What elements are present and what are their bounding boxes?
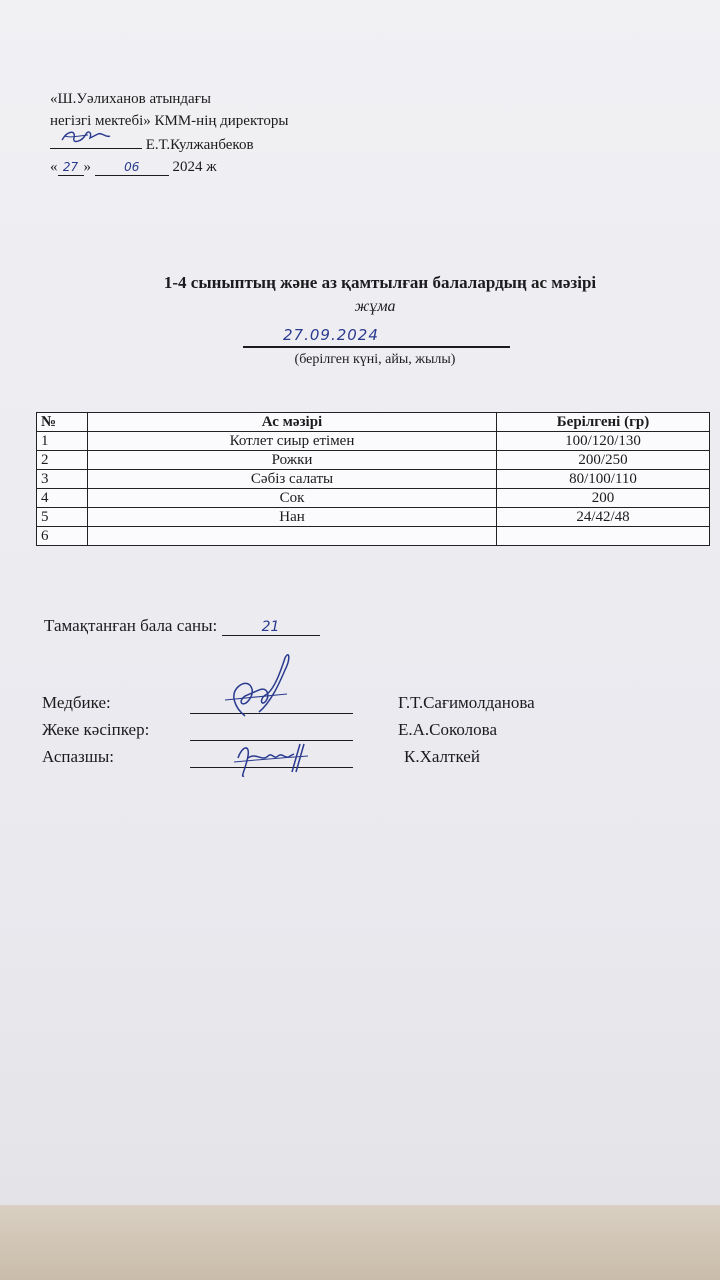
row-portion: 80/100/110	[497, 470, 710, 489]
menu-date-line	[243, 328, 510, 348]
approval-year: 2024 ж	[172, 159, 217, 175]
signature-name: Г.Т.Сағимолданова	[398, 693, 535, 712]
director-signature-scribble	[58, 128, 118, 146]
director-signature-row	[50, 132, 289, 156]
menu-date: 27.09.2024	[283, 326, 379, 344]
background-surface	[0, 1205, 720, 1280]
children-count-row	[44, 616, 320, 636]
row-portion: 200/250	[497, 451, 710, 470]
director-name: Е.Т.Кулжанбеков	[145, 137, 254, 153]
signature-role: Жеке кәсіпкер:	[42, 720, 150, 739]
children-count-label: Тамақтанған бала саны:	[44, 616, 218, 635]
row-dish: Рожки	[88, 451, 497, 470]
row-number: 6	[37, 527, 88, 546]
signature-role: Медбике:	[42, 693, 111, 712]
approval-block	[50, 88, 289, 178]
row-portion: 24/42/48	[497, 508, 710, 527]
row-dish	[88, 527, 497, 546]
row-number: 2	[37, 451, 88, 470]
row-portion	[497, 527, 710, 546]
date-quote-open: «	[50, 159, 58, 175]
header-portion: Берілгені (гр)	[497, 413, 710, 432]
row-number: 5	[37, 508, 88, 527]
approval-date-row	[50, 156, 289, 178]
row-dish: Сок	[88, 489, 497, 508]
approval-day: 27	[58, 159, 84, 176]
header-number: №	[37, 413, 88, 432]
table-row	[37, 508, 710, 527]
approval-line-2: негізгі мектебі» КММ-нің директоры	[50, 113, 289, 129]
row-number: 1	[37, 432, 88, 451]
signature-name: К.Халткей	[404, 747, 480, 766]
approval-line-1: «Ш.Уәлиханов атындағы	[50, 91, 211, 107]
row-dish: Котлет сиыр етімен	[88, 432, 497, 451]
row-dish: Сәбіз салаты	[88, 470, 497, 489]
nurse-signature-scribble	[215, 650, 305, 730]
row-number: 3	[37, 470, 88, 489]
row-number: 4	[37, 489, 88, 508]
menu-table	[36, 412, 710, 546]
weekday: жұма	[354, 298, 396, 315]
header-dish: Ас мәзірі	[88, 413, 497, 432]
table-header-row	[37, 413, 710, 432]
row-dish: Нан	[88, 508, 497, 527]
table-row	[37, 432, 710, 451]
table-row	[37, 489, 710, 508]
children-count-value: 21	[222, 619, 320, 636]
signature-name: Е.А.Соколова	[398, 720, 498, 739]
director-signature-line	[50, 132, 142, 149]
date-caption: (берілген күні, айы, жылы)	[294, 352, 456, 367]
table-row	[37, 470, 710, 489]
row-portion: 200	[497, 489, 710, 508]
menu-title: 1-4 сыныптың және аз қамтылған балалардың ас мәзірі	[163, 273, 597, 292]
signature-role: Аспазшы:	[42, 747, 114, 766]
table-row	[37, 527, 710, 546]
cook-signature-scribble	[230, 738, 320, 780]
row-portion: 100/120/130	[497, 432, 710, 451]
table-row	[37, 451, 710, 470]
date-quote-close: »	[83, 159, 91, 175]
approval-month: 06	[95, 159, 169, 176]
